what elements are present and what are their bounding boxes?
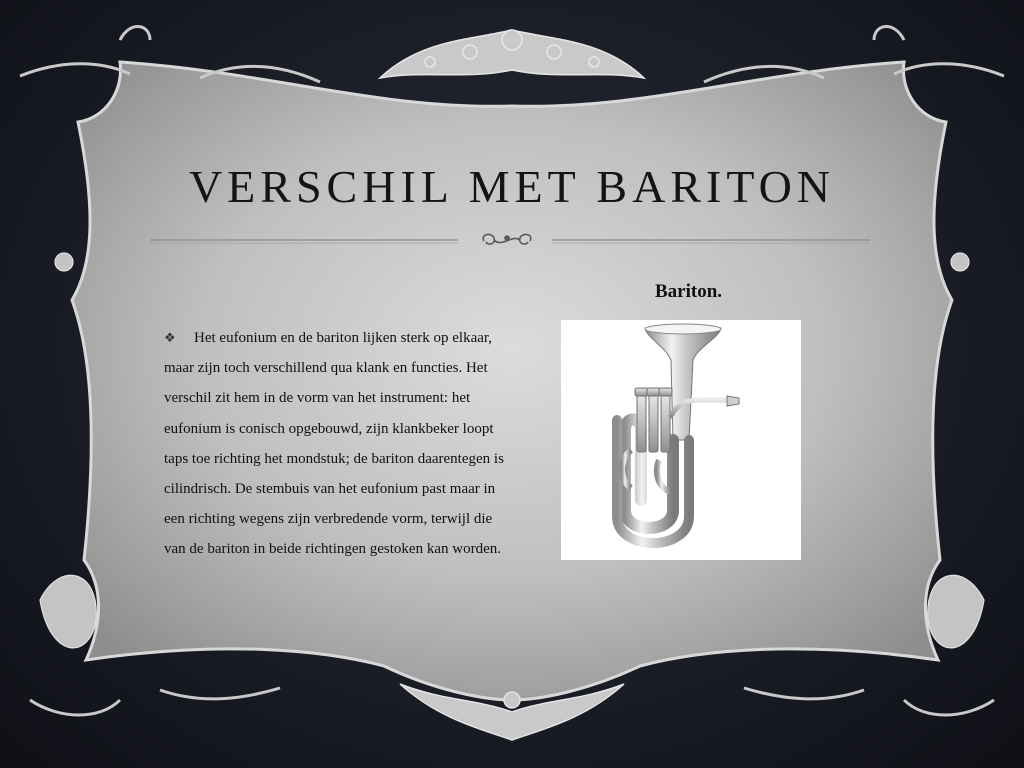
top-ornament	[380, 30, 644, 78]
flourish-icon	[483, 234, 531, 244]
bottom-ornament	[400, 684, 624, 740]
baritone-horn-icon	[561, 320, 801, 560]
image-caption: Bariton.	[655, 281, 723, 302]
diamond-bullet-icon: ❖	[164, 330, 176, 345]
body-text: Het eufonium en de bariton lijken sterk op elkaar, maar zijn toch verschillend qua klank en functies. Het verschil zit hem in de vorm van het instrument: het eufonium is conisch opgebouwd, zijn klankbeker loopt taps toe richting het mondstuk; de bariton daarentegen is cilindrisch. De stembuis van het eufonium past maar in een richting wegens zijn verbredende vorm, terwijl die van de bariton in beide richtingen gestoken kan worden.	[164, 330, 504, 558]
baritone-image	[561, 320, 801, 560]
title-divider	[0, 226, 1024, 256]
slide-title: VERSCHIL MET BARITON	[188, 161, 836, 212]
body-paragraph	[164, 323, 504, 565]
